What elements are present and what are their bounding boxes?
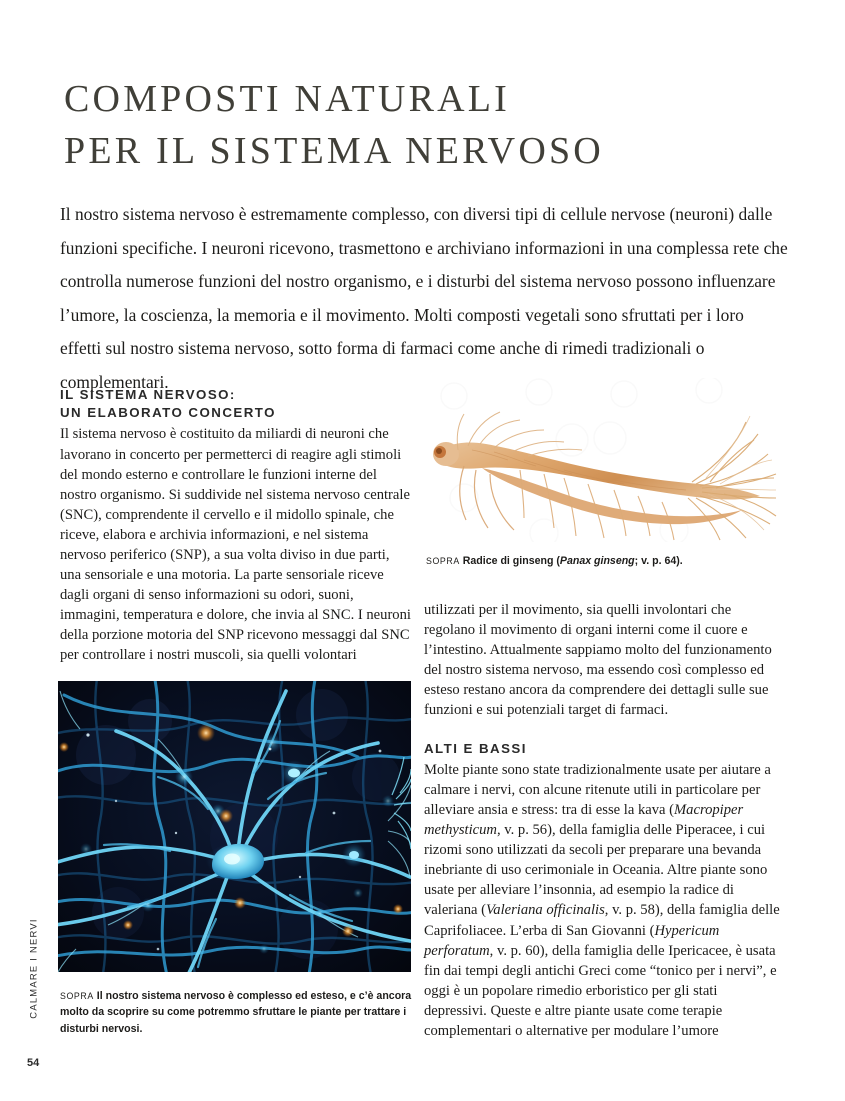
intro-paragraph: Il nostro sistema nervoso è estremamente complesso, con diversi tipi di cellule nervose (neuroni) dalle funzioni specifiche. I neuroni ricevono, trasmettono e archiviano informazioni in una complessa rete che controlla numerose funzioni del nostro organismo, e i disturbi del sistema nervoso possono influenzare l’umore, la coscienza, la memoria e il movimento. Molti composti vegetali sono sfruttati per i loro effetti sul nostro sistema nervoso, sotto forma di farmaci come anche di rimedi tradizionali o complementari. xyxy=(60,204,788,392)
section-heading-line-1: IL SISTEMA NERVOSO: xyxy=(60,387,236,402)
alti-latin-name-kava: Macropiper methysticum xyxy=(424,801,744,839)
left-text-column xyxy=(60,386,412,666)
alti-body-seg-4: , v. p. 58), della famiglia delle Caprifoliacee. L’erba di San Giovanni ( xyxy=(424,902,780,939)
page-title-line-1: COMPOSTI NATURALI xyxy=(64,78,511,121)
alti-latin-name-valeriana: Valeriana officinalis xyxy=(485,902,605,919)
ginseng-caption-latin-name: Panax ginseng xyxy=(559,555,635,567)
alti-body-seg-2: , v. p. 56), della famiglia delle Piperacee, i cui rizomi sono utilizzati da secoli per preparare una bevanda inebriante di uso cerimoniale in Oceania. Altre piante sono usate per alleviare l’insonnia, ad esempio la radice di valeriana ( xyxy=(424,822,768,919)
ginseng-root-image xyxy=(424,378,782,542)
page-number: 54 xyxy=(27,1057,40,1069)
nervous-system-body-part-1: Il sistema nervoso è costituito da miliardi di neuroni che lavorano in concerto per permetterci di reagire agli stimoli del mondo esterno e controllare le funzioni interne del nostro organismo. Si suddivide nel sistema nervoso centrale (SNC), comprendente il cervello e il midollo spinale, che riceve, elabora e archivia informazioni, e nel sistema nervoso periferico (SNP), a sua volta diviso in due parti, una sensoriale e una motoria. La parte sensoriale riceve dagli organi di senso informazioni su odori, suoni, immagini, temperatura e dolore, che invia al SNC. I neuroni della porzione motoria del SNP ricevono messaggi dal SNC per controllare i nostri muscoli, sia quelli volontari xyxy=(60,426,411,664)
ginseng-caption-text-2: ; v. p. 64). xyxy=(634,555,683,567)
section-heading-alti-e-bassi xyxy=(424,740,780,758)
ginseng-caption xyxy=(426,553,782,569)
alti-body-seg-6: , v. p. 60), della famiglia delle Ipericacee, è usata fin dai tempi degli antichi Greci come “tonico per i nervi”, e oggi è un popolare rimedio erboristico per gli stati depressivi. Queste e altre piante usate come terapie complementari o alternative per modulare l’umore xyxy=(424,942,777,1039)
neuron-network-image xyxy=(58,681,411,972)
page-title xyxy=(64,73,804,177)
ginseng-caption-label: SOPRA xyxy=(426,556,460,566)
alti-e-bassi-body xyxy=(424,760,780,1041)
right-text-column xyxy=(424,600,780,1041)
ginseng-caption-text-1: Radice di ginseng ( xyxy=(462,555,560,567)
running-head: CALMARE I NERVI xyxy=(27,918,39,1019)
alti-body-seg-0: Molte piante sono state tradizionalmente usate per aiutare a calmare i nervi, con alcune ritenute utili in particolare per alleviare ansia e stress: tra di esse la kava ( xyxy=(424,761,771,818)
alti-latin-name-hypericum: Hypericum perforatum xyxy=(424,922,720,959)
alti-e-bassi-heading-text: ALTI E BASSI xyxy=(424,740,527,756)
neuron-caption-label: SOPRA xyxy=(60,991,94,1001)
neuron-caption xyxy=(60,988,412,1037)
neuron-illustration xyxy=(58,681,411,972)
nervous-system-body-part-2: utilizzati per il movimento, sia quelli involontari che regolano il movimento di organi interni come il cuore e l’intestino. Attualmente sappiamo molto del funzionamento del nostro sistema nervoso, ma essendo così complesso ed esteso restano ancora da comprendere dei dettagli sulle sue funzioni e sui potenziali target di farmaci. xyxy=(424,602,772,719)
page-title-line-2: PER IL SISTEMA NERVOSO xyxy=(64,130,604,173)
neuron-caption-text: Il nostro sistema nervoso è complesso ed esteso, e c’è ancora molto da scoprire su come potremmo sfruttare le piante per trattare i disturbi nervosi. xyxy=(60,990,412,1035)
section-heading-line-2: UN ELABORATO CONCERTO xyxy=(60,405,276,421)
ginseng-illustration xyxy=(424,378,782,542)
section-heading-nervous-system xyxy=(60,386,412,422)
